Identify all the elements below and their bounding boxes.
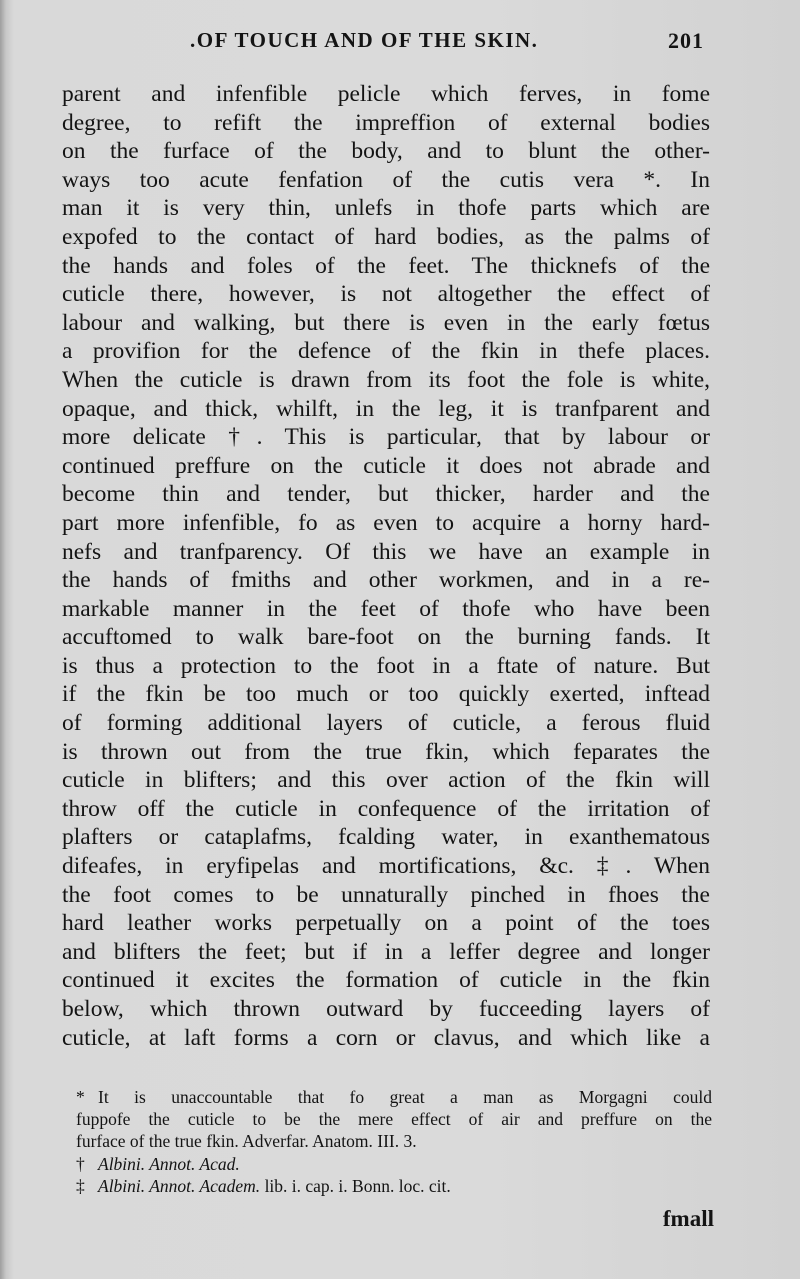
text-line: degree, to refift the impreffion of external bodies — [62, 109, 710, 136]
text-line: on the furface of the body, and to blunt the other- — [62, 138, 710, 165]
text-line: the hands of fmiths and other workmen, and in a re- — [62, 567, 710, 594]
text-line: continued preffure on the cuticle it does not abrade and — [62, 452, 710, 479]
text-line: part more infenfible, fo as even to acquire a horny hard- — [62, 509, 710, 536]
footnote-reference: Albini. Annot. Academ. — [98, 1175, 261, 1196]
text-line: is thrown out from the true fkin, which feparates the — [62, 738, 710, 765]
text-line: parent and infenfible pelicle which ferves, in fome — [62, 81, 710, 107]
footnote-marker: ‡ — [76, 1175, 85, 1196]
footnote-line — [76, 1153, 712, 1175]
page-header — [0, 28, 800, 58]
text-line: difeafes, in eryfipelas and mortifications, &c. ‡. When — [62, 853, 710, 880]
text-line: throw off the cuticle in confequence of the irritation of — [62, 795, 710, 822]
text-line: the hands and foles of the feet. The thicknefs of the — [62, 252, 710, 279]
text-line: of forming additional layers of cuticle, a ferous fluid — [62, 710, 710, 737]
text-line: if the fkin be too much or too quickly exerted, inftead — [62, 681, 710, 708]
text-line: cuticle in blifters; and this over action of the fkin will — [62, 767, 710, 794]
text-line: labour and walking, but there is even in the early fœtus — [62, 309, 710, 336]
footnote-line — [76, 1086, 712, 1108]
body-text — [62, 80, 710, 1052]
footnote-marker: * — [76, 1087, 85, 1107]
running-head: .OF TOUCH AND OF THE SKIN. — [190, 28, 539, 52]
text-line: cuticle there, however, is not altogether the effect of — [62, 281, 710, 308]
footnote-text: lib. i. cap. i. Bonn. loc. cit. — [260, 1175, 451, 1196]
text-line: continued it excites the formation of cuticle in the fkin — [62, 967, 710, 994]
text-line: markable manner in the feet of thofe who have been — [62, 595, 710, 622]
text-line: nefs and tranfparency. Of this we have an example in — [62, 538, 710, 565]
footnote-line: fuppofe the cuticle to be the mere effect of air and preffure on the — [76, 1109, 712, 1130]
footnote-marker: † — [76, 1153, 85, 1174]
page-number: 201 — [668, 28, 704, 53]
text-line: and blifters the feet; but if in a leffer degree and longer — [62, 938, 710, 965]
text-line: cuticle, at laft forms a corn or clavus, and which like a — [62, 1024, 710, 1051]
text-line: become thin and tender, but thicker, harder and the — [62, 481, 710, 508]
footnotes — [76, 1086, 712, 1197]
footnote-text: It is unaccountable that fo great a man as Morgagni could — [98, 1087, 712, 1107]
footnote-line — [76, 1175, 712, 1197]
text-line: is thus a protection to the foot in a ftate of nature. But — [62, 652, 710, 679]
text-line: a provifion for the defence of the fkin in thefe places. — [62, 338, 710, 365]
text-line: hard leather works perpetually on a point of the toes — [62, 910, 710, 937]
text-line: plafters or cataplafms, fcalding water, in exanthematous — [62, 824, 710, 851]
footnote-reference: Albini. Annot. Acad. — [98, 1153, 240, 1174]
catchword: fmall — [662, 1206, 714, 1231]
text-line: more delicate †. This is particular, that by labour or — [62, 424, 710, 451]
text-line: expofed to the contact of hard bodies, as the palms of — [62, 223, 710, 250]
text-line: opaque, and thick, whilft, in the leg, it is tranfparent and — [62, 395, 710, 422]
text-line: When the cuticle is drawn from its foot the fole is white, — [62, 366, 710, 393]
footnote-line: furface of the true fkin. Adverfar. Anatom. III. 3. — [76, 1131, 417, 1152]
text-line: man it is very thin, unlefs in thofe parts which are — [62, 195, 710, 222]
text-line: accuftomed to walk bare-foot on the burning fands. It — [62, 624, 710, 651]
text-line: the foot comes to be unnaturally pinched in fhoes the — [62, 881, 710, 908]
text-line: below, which thrown outward by fucceeding layers of — [62, 996, 710, 1022]
text-line: ways too acute fenfation of the cutis vera *. In — [62, 166, 710, 193]
